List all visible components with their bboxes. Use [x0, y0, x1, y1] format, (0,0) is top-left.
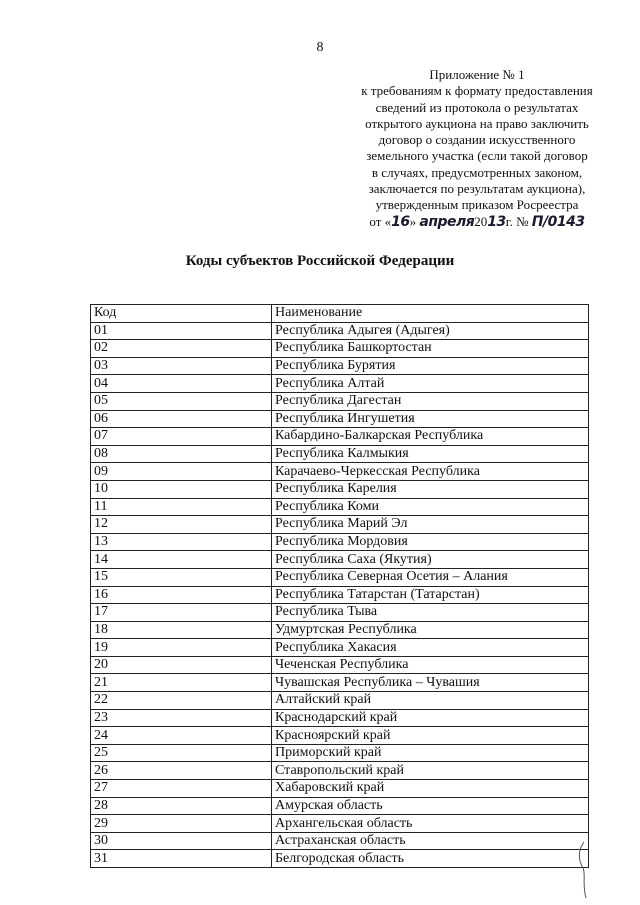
document-title: Коды субъектов Российской Федерации	[185, 253, 455, 269]
region-code-cell: 31	[91, 850, 272, 868]
region-code-cell: 09	[91, 463, 272, 481]
region-code-cell: 04	[91, 375, 272, 393]
table-row	[91, 815, 589, 833]
table-row	[91, 621, 589, 639]
region-name-cell: Чувашская Республика – Чувашия	[272, 674, 589, 692]
appendix-line: сведений из протокола о результатах	[375, 99, 579, 115]
region-name-cell: Республика Северная Осетия – Алания	[272, 568, 589, 586]
region-name-cell: Ставропольский край	[272, 762, 589, 780]
table-row	[91, 832, 589, 850]
region-code-cell: 07	[91, 428, 272, 446]
region-name-cell: Хабаровский край	[272, 780, 589, 798]
table-row	[91, 656, 589, 674]
header-code: Код	[91, 305, 272, 323]
table-row	[91, 727, 589, 745]
region-name-cell: Амурская область	[272, 797, 589, 815]
region-name-cell: Приморский край	[272, 744, 589, 762]
region-name-cell: Республика Адыгея (Адыгея)	[272, 322, 589, 340]
region-code-cell: 01	[91, 322, 272, 340]
region-name-cell: Республика Татарстан (Татарстан)	[272, 586, 589, 604]
date-prefix: от «	[369, 213, 392, 229]
table-row	[91, 357, 589, 375]
region-name-cell: Красноярский край	[272, 727, 589, 745]
handwritten-day: 16	[391, 213, 410, 230]
table-row	[91, 340, 589, 358]
table-row	[91, 639, 589, 657]
appendix-line: Приложение № 1	[429, 67, 525, 82]
header-name: Наименование	[272, 305, 589, 323]
region-code-cell: 28	[91, 797, 272, 815]
page-number: 8	[316, 40, 324, 55]
region-code-cell: 24	[91, 727, 272, 745]
appendix-line: утвержденным приказом Росреестра	[375, 197, 579, 213]
region-name-cell: Краснодарский край	[272, 709, 589, 727]
table-row	[91, 709, 589, 727]
table-row	[91, 428, 589, 446]
margin-pen-mark	[574, 840, 594, 900]
region-name-cell: Республика Ингушетия	[272, 410, 589, 428]
table-row	[91, 797, 589, 815]
region-code-cell: 06	[91, 410, 272, 428]
table-row	[91, 516, 589, 534]
appendix-line: земельного участка (если такой договор	[366, 148, 588, 164]
region-code-cell: 17	[91, 604, 272, 622]
region-name-cell: Республика Бурятия	[272, 357, 589, 375]
table-row	[91, 762, 589, 780]
region-code-cell: 27	[91, 780, 272, 798]
table-header-row	[91, 305, 589, 323]
region-name-cell: Белгородская область	[272, 850, 589, 868]
table-row	[91, 674, 589, 692]
region-name-cell: Республика Коми	[272, 498, 589, 516]
region-name-cell: Республика Дагестан	[272, 392, 589, 410]
region-code-cell: 19	[91, 639, 272, 657]
region-code-cell: 13	[91, 533, 272, 551]
region-name-cell: Республика Башкортостан	[272, 340, 589, 358]
region-code-cell: 30	[91, 832, 272, 850]
region-code-cell: 05	[91, 392, 272, 410]
table-row	[91, 586, 589, 604]
table-row	[91, 498, 589, 516]
region-name-cell: Удмуртская Республика	[272, 621, 589, 639]
region-code-cell: 15	[91, 568, 272, 586]
region-name-cell: Республика Мордовия	[272, 533, 589, 551]
region-codes-table	[90, 304, 589, 868]
region-name-cell: Республика Алтай	[272, 375, 589, 393]
region-name-cell: Республика Марий Эл	[272, 516, 589, 534]
region-name-cell: Алтайский край	[272, 692, 589, 710]
region-code-cell: 29	[91, 815, 272, 833]
region-name-cell: Астраханская область	[272, 832, 589, 850]
region-code-cell: 18	[91, 621, 272, 639]
appendix-line: открытого аукциона на право заключить	[365, 115, 589, 131]
region-code-cell: 25	[91, 744, 272, 762]
table-row	[91, 604, 589, 622]
table-row	[91, 445, 589, 463]
table-row	[91, 568, 589, 586]
date-mid: »	[409, 213, 420, 229]
appendix-line: в случаях, предусмотренных законом,	[371, 164, 583, 180]
region-code-cell: 11	[91, 498, 272, 516]
region-code-cell: 20	[91, 656, 272, 674]
region-name-cell: Чеченская Республика	[272, 656, 589, 674]
handwritten-month: апреля	[419, 213, 475, 230]
order-date-line	[352, 214, 602, 230]
region-name-cell: Республика Тыва	[272, 604, 589, 622]
region-code-cell: 21	[91, 674, 272, 692]
region-code-cell: 02	[91, 340, 272, 358]
region-code-cell: 08	[91, 445, 272, 463]
appendix-line: заключается по результатам аукциона),	[368, 181, 586, 197]
region-code-cell: 12	[91, 516, 272, 534]
region-name-cell: Республика Калмыкия	[272, 445, 589, 463]
handwritten-order-number: П/0143	[531, 213, 585, 230]
table-row	[91, 322, 589, 340]
table-row	[91, 410, 589, 428]
region-code-cell: 26	[91, 762, 272, 780]
region-name-cell: Карачаево-Черкесская Республика	[272, 463, 589, 481]
region-code-cell: 03	[91, 357, 272, 375]
region-name-cell: Республика Саха (Якутия)	[272, 551, 589, 569]
table-row	[91, 850, 589, 868]
appendix-block	[352, 67, 602, 230]
handwritten-year: 13	[487, 213, 506, 230]
region-code-cell: 22	[91, 692, 272, 710]
region-code-cell: 14	[91, 551, 272, 569]
table-row	[91, 551, 589, 569]
table-row	[91, 692, 589, 710]
region-name-cell: Республика Карелия	[272, 480, 589, 498]
region-name-cell: Республика Хакасия	[272, 639, 589, 657]
table-row	[91, 780, 589, 798]
appendix-line: к требованиям к формату предоставления	[361, 83, 593, 99]
table-row	[91, 744, 589, 762]
table-row	[91, 392, 589, 410]
table-row	[91, 533, 589, 551]
number-prefix: г. №	[505, 213, 532, 229]
table-row	[91, 463, 589, 481]
year-prefix: 20	[474, 213, 488, 229]
appendix-line: договор о создании искусственного	[378, 132, 576, 148]
region-name-cell: Кабардино-Балкарская Республика	[272, 428, 589, 446]
region-name-cell: Архангельская область	[272, 815, 589, 833]
region-code-cell: 23	[91, 709, 272, 727]
region-code-cell: 10	[91, 480, 272, 498]
region-code-cell: 16	[91, 586, 272, 604]
table-row	[91, 375, 589, 393]
table-row	[91, 480, 589, 498]
